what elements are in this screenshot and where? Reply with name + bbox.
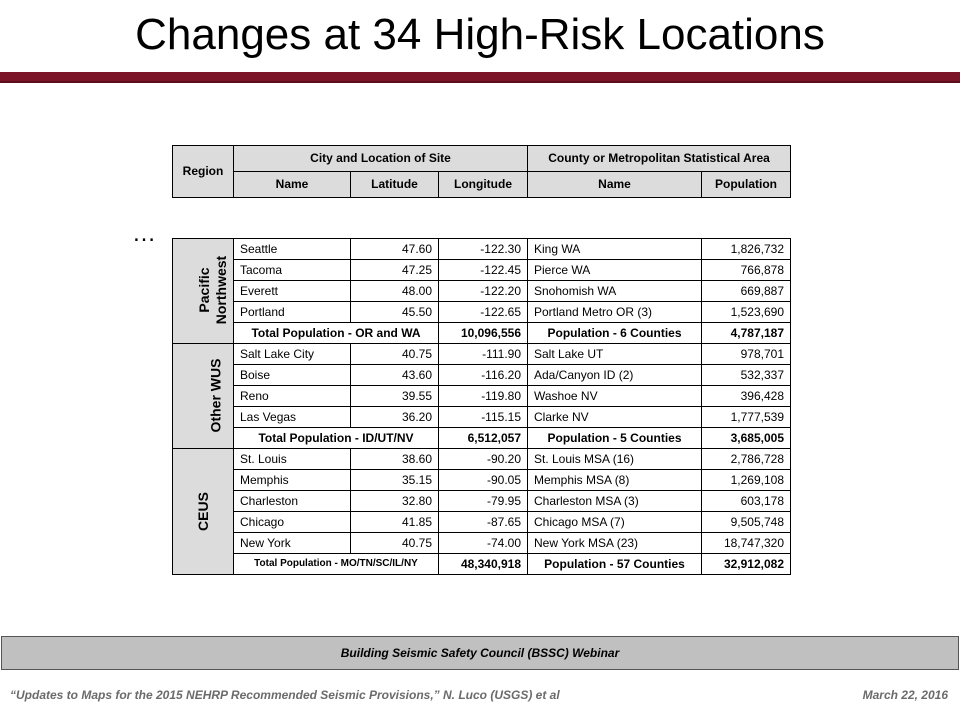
county-total-label: Population - 6 Counties: [528, 323, 702, 344]
table-row: [173, 260, 791, 281]
county-name: Snohomish WA: [528, 281, 702, 302]
county-name: Portland Metro OR (3): [528, 302, 702, 323]
longitude: -122.45: [439, 260, 528, 281]
table-row: [173, 449, 791, 470]
county-name: New York MSA (23): [528, 533, 702, 554]
header-col-latitude: Latitude: [351, 172, 439, 198]
total-row: [173, 323, 791, 344]
table-header: [172, 145, 791, 198]
latitude: 40.75: [351, 344, 439, 365]
longitude: -111.90: [439, 344, 528, 365]
county-total-label: Population - 57 Counties: [528, 554, 702, 575]
total-row: [173, 428, 791, 449]
county-name: Salt Lake UT: [528, 344, 702, 365]
header-col-population: Population: [702, 172, 791, 198]
population: 9,505,748: [702, 512, 791, 533]
population: 2,786,728: [702, 449, 791, 470]
longitude: -90.20: [439, 449, 528, 470]
total-population: 10,096,556: [439, 323, 528, 344]
table-row: [173, 239, 791, 260]
total-label: Total Population - MO/TN/SC/IL/NY: [234, 554, 439, 575]
longitude: -79.95: [439, 491, 528, 512]
total-label: Total Population - ID/UT/NV: [234, 428, 439, 449]
latitude: 45.50: [351, 302, 439, 323]
population: 1,777,539: [702, 407, 791, 428]
latitude: 48.00: [351, 281, 439, 302]
header-col-longitude: Longitude: [439, 172, 528, 198]
header-county-group: County or Metropolitan Statistical Area: [528, 146, 791, 172]
latitude: 32.80: [351, 491, 439, 512]
longitude: -90.05: [439, 470, 528, 491]
city-name: Chicago: [234, 512, 351, 533]
latitude: 35.15: [351, 470, 439, 491]
longitude: -119.80: [439, 386, 528, 407]
population: 18,747,320: [702, 533, 791, 554]
title-divider: [0, 72, 960, 83]
locations-table: [172, 238, 791, 575]
population: 1,269,108: [702, 470, 791, 491]
county-total-label: Population - 5 Counties: [528, 428, 702, 449]
table-row: [173, 365, 791, 386]
table-row: [173, 407, 791, 428]
total-population: 48,340,918: [439, 554, 528, 575]
county-name: Chicago MSA (7): [528, 512, 702, 533]
city-name: Charleston: [234, 491, 351, 512]
latitude: 39.55: [351, 386, 439, 407]
population: 669,887: [702, 281, 791, 302]
county-name: Clarke NV: [528, 407, 702, 428]
table-row: [173, 281, 791, 302]
table-row: [173, 302, 791, 323]
county-name: King WA: [528, 239, 702, 260]
latitude: 47.25: [351, 260, 439, 281]
slide-title: Changes at 34 High-Risk Locations: [135, 10, 825, 59]
population: 603,178: [702, 491, 791, 512]
longitude: -116.20: [439, 365, 528, 386]
city-name: Reno: [234, 386, 351, 407]
latitude: 41.85: [351, 512, 439, 533]
county-total-population: 3,685,005: [702, 428, 791, 449]
population: 396,428: [702, 386, 791, 407]
longitude: -115.15: [439, 407, 528, 428]
table-row: [173, 386, 791, 407]
table-row: [173, 512, 791, 533]
city-name: Portland: [234, 302, 351, 323]
county-name: Washoe NV: [528, 386, 702, 407]
latitude: 43.60: [351, 365, 439, 386]
table-row: [173, 491, 791, 512]
total-label: Total Population - OR and WA: [234, 323, 439, 344]
county-name: Ada/Canyon ID (2): [528, 365, 702, 386]
region-label-ceus: CEUS: [173, 449, 234, 575]
latitude: 36.20: [351, 407, 439, 428]
city-name: St. Louis: [234, 449, 351, 470]
table-row: [173, 344, 791, 365]
longitude: -122.20: [439, 281, 528, 302]
footer-citation: “Updates to Maps for the 2015 NEHRP Recommended Seismic Provisions,” N. Luco (USGS) et al: [10, 688, 560, 702]
ellipsis: …: [132, 220, 158, 247]
footer-date: March 22, 2016: [862, 688, 948, 702]
latitude: 38.60: [351, 449, 439, 470]
total-population: 6,512,057: [439, 428, 528, 449]
longitude: -87.65: [439, 512, 528, 533]
population: 766,878: [702, 260, 791, 281]
header-region: Region: [173, 146, 234, 198]
webinar-banner: Building Seismic Safety Council (BSSC) Webinar: [1, 636, 959, 670]
table-row: [173, 470, 791, 491]
longitude: -74.00: [439, 533, 528, 554]
county-name: Pierce WA: [528, 260, 702, 281]
region-label-other-wus: Other WUS: [173, 344, 234, 449]
header-col-name: Name: [234, 172, 351, 198]
population: 978,701: [702, 344, 791, 365]
city-name: Salt Lake City: [234, 344, 351, 365]
population: 1,523,690: [702, 302, 791, 323]
county-total-population: 4,787,187: [702, 323, 791, 344]
header-city-group: City and Location of Site: [234, 146, 528, 172]
header-col-county-name: Name: [528, 172, 702, 198]
latitude: 40.75: [351, 533, 439, 554]
city-name: Las Vegas: [234, 407, 351, 428]
total-row: [173, 554, 791, 575]
population: 532,337: [702, 365, 791, 386]
county-name: Memphis MSA (8): [528, 470, 702, 491]
city-name: New York: [234, 533, 351, 554]
population: 1,826,732: [702, 239, 791, 260]
city-name: Memphis: [234, 470, 351, 491]
city-name: Seattle: [234, 239, 351, 260]
county-total-population: 32,912,082: [702, 554, 791, 575]
latitude: 47.60: [351, 239, 439, 260]
longitude: -122.65: [439, 302, 528, 323]
city-name: Boise: [234, 365, 351, 386]
table-row: [173, 533, 791, 554]
county-name: Charleston MSA (3): [528, 491, 702, 512]
county-name: St. Louis MSA (16): [528, 449, 702, 470]
city-name: Everett: [234, 281, 351, 302]
city-name: Tacoma: [234, 260, 351, 281]
region-label-pacific-northwest: Pacific Northwest: [173, 239, 234, 344]
longitude: -122.30: [439, 239, 528, 260]
